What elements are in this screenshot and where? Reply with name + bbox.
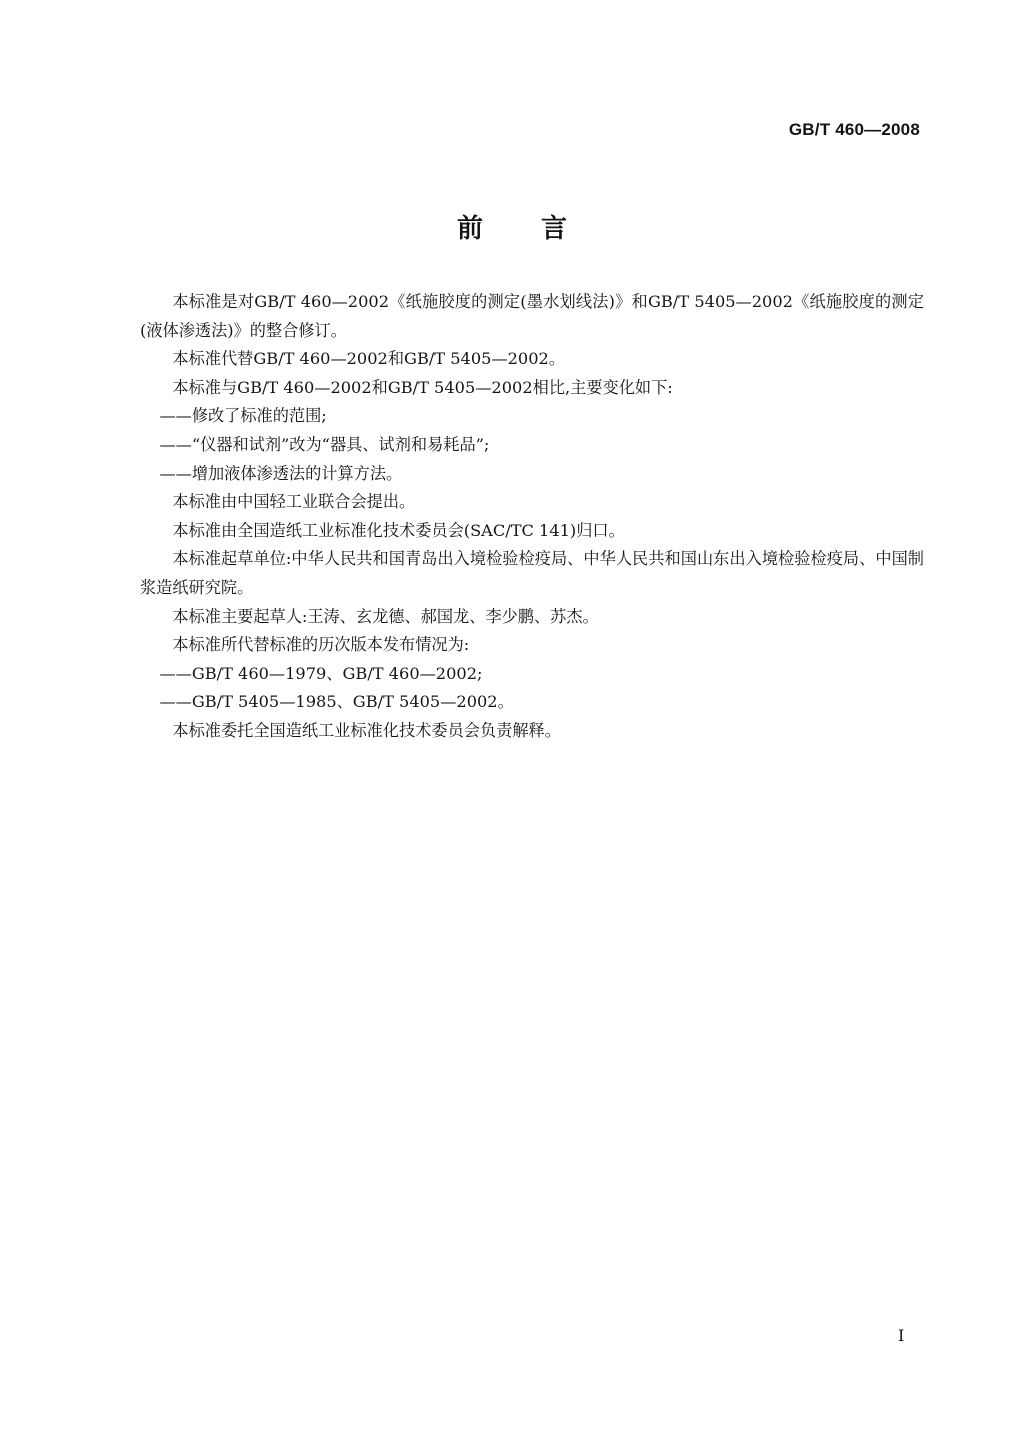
paragraph-interpretation: 本标准委托全国造纸工业标准化技术委员会负责解释。: [172, 720, 561, 740]
title-char-2: 言: [541, 214, 568, 244]
paragraph-drafters: 本标准主要起草人:王涛、玄龙德、郝国龙、李少鹏、苏杰。: [172, 606, 599, 626]
history-item: ——GB/T 460—1979、GB/T 460—2002;: [159, 663, 483, 683]
standard-code: GB/T 460—2008: [788, 120, 920, 139]
history-item: ——GB/T 5405—1985、GB/T 5405—2002。: [159, 692, 514, 712]
change-item: ——“仪器和试剂”改为“器具、试剂和易耗品”;: [159, 434, 490, 454]
title-char-1: 前: [456, 214, 483, 244]
foreword-body: [140, 288, 924, 746]
paragraph-replaces: 本标准代替GB/T 460—2002和GB/T 5405—2002。: [172, 349, 566, 369]
paragraph-proposer: 本标准由中国轻工业联合会提出。: [172, 492, 416, 512]
paragraph-revision-basis: 本标准是对GB/T 460—2002《纸施胶度的测定(墨水划线法)》和GB/T 5405—2002《纸施胶度的测定(液体渗透法)》的整合修订。: [140, 292, 924, 340]
page-title: [0, 208, 1024, 245]
change-item: ——修改了标准的范围;: [159, 406, 327, 426]
page-number: I: [898, 1326, 905, 1345]
paragraph-history-intro: 本标准所代替标准的历次版本发布情况为:: [172, 635, 470, 655]
change-item: ——增加液体渗透法的计算方法。: [159, 463, 403, 483]
paragraph-changes-intro: 本标准与GB/T 460—2002和GB/T 5405—2002相比,主要变化如下:: [172, 377, 673, 397]
paragraph-administrator: 本标准由全国造纸工业标准化技术委员会(SAC/TC 141)归口。: [172, 520, 625, 540]
paragraph-drafting-units: 本标准起草单位:中华人民共和国青岛出入境检验检疫局、中华人民共和国山东出入境检验检疫局、中国制浆造纸研究院。: [140, 549, 924, 597]
